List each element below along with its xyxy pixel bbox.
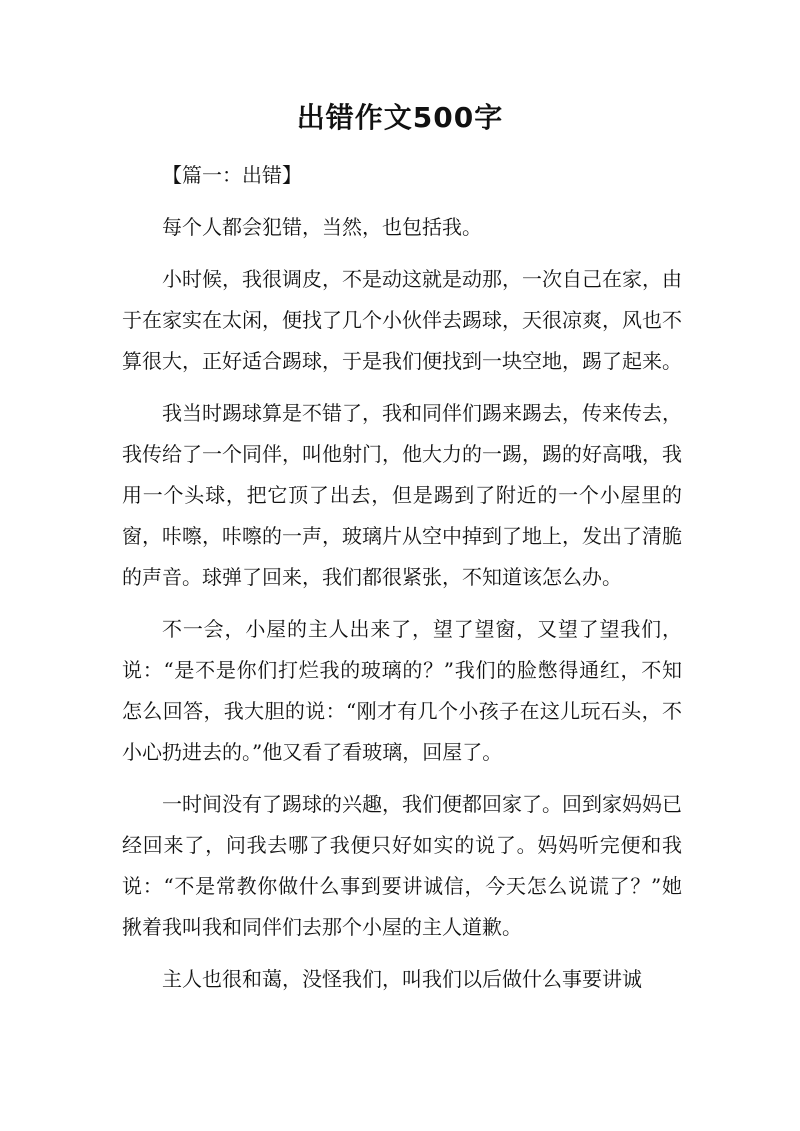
paragraph: 我当时踢球算是不错了，我和同伴们踢来踢去，传来传去，我传给了一个同伴，叫他射门，他大力的一踢，踢的好高哦，我用一个头球，把它顶了出去，但是踢到了附近的一个小屋里的窗，咔嚓，咔嚓的一声，玻璃片从空中掉到了地上，发出了清脆的声音。球弹了回来，我们都很紧张，不知道该怎么办。 <box>122 401 682 589</box>
section-heading: 【篇一：出错】 <box>162 163 302 187</box>
document-title: 出错作文500字 <box>296 101 504 134</box>
paragraph: 主人也很和蔼，没怪我们，叫我们以后做什么事要讲诚 <box>162 967 642 991</box>
document-body <box>122 155 682 1011</box>
paragraph: 一时间没有了踢球的兴趣，我们便都回家了。回到家妈妈已经回来了，问我去哪了我便只好如实的说了。妈妈听完便和我说：“不是常教你做什么事到要讲诚信，今天怎么说谎了？”她揪着我叫我和同伴们去那个小屋的主人道歉。 <box>122 792 682 939</box>
paragraph: 每个人都会犯错，当然，也包括我。 <box>162 215 482 239</box>
paragraph: 不一会，小屋的主人出来了，望了望窗，又望了望我们，说：“是不是你们打烂我的玻璃的？”我们的脸憋得通红，不知怎么回答，我大胆的说：“刚才有几个小孩子在这儿玩石头，不小心扔进去的。”他又看了看玻璃，回屋了。 <box>122 617 682 764</box>
paragraph: 小时候，我很调皮，不是动这就是动那，一次自己在家，由于在家实在太闲，便找了几个小伙伴去踢球，天很凉爽，风也不算很大，正好适合踢球，于是我们便找到一块空地，踢了起来。 <box>122 267 682 373</box>
